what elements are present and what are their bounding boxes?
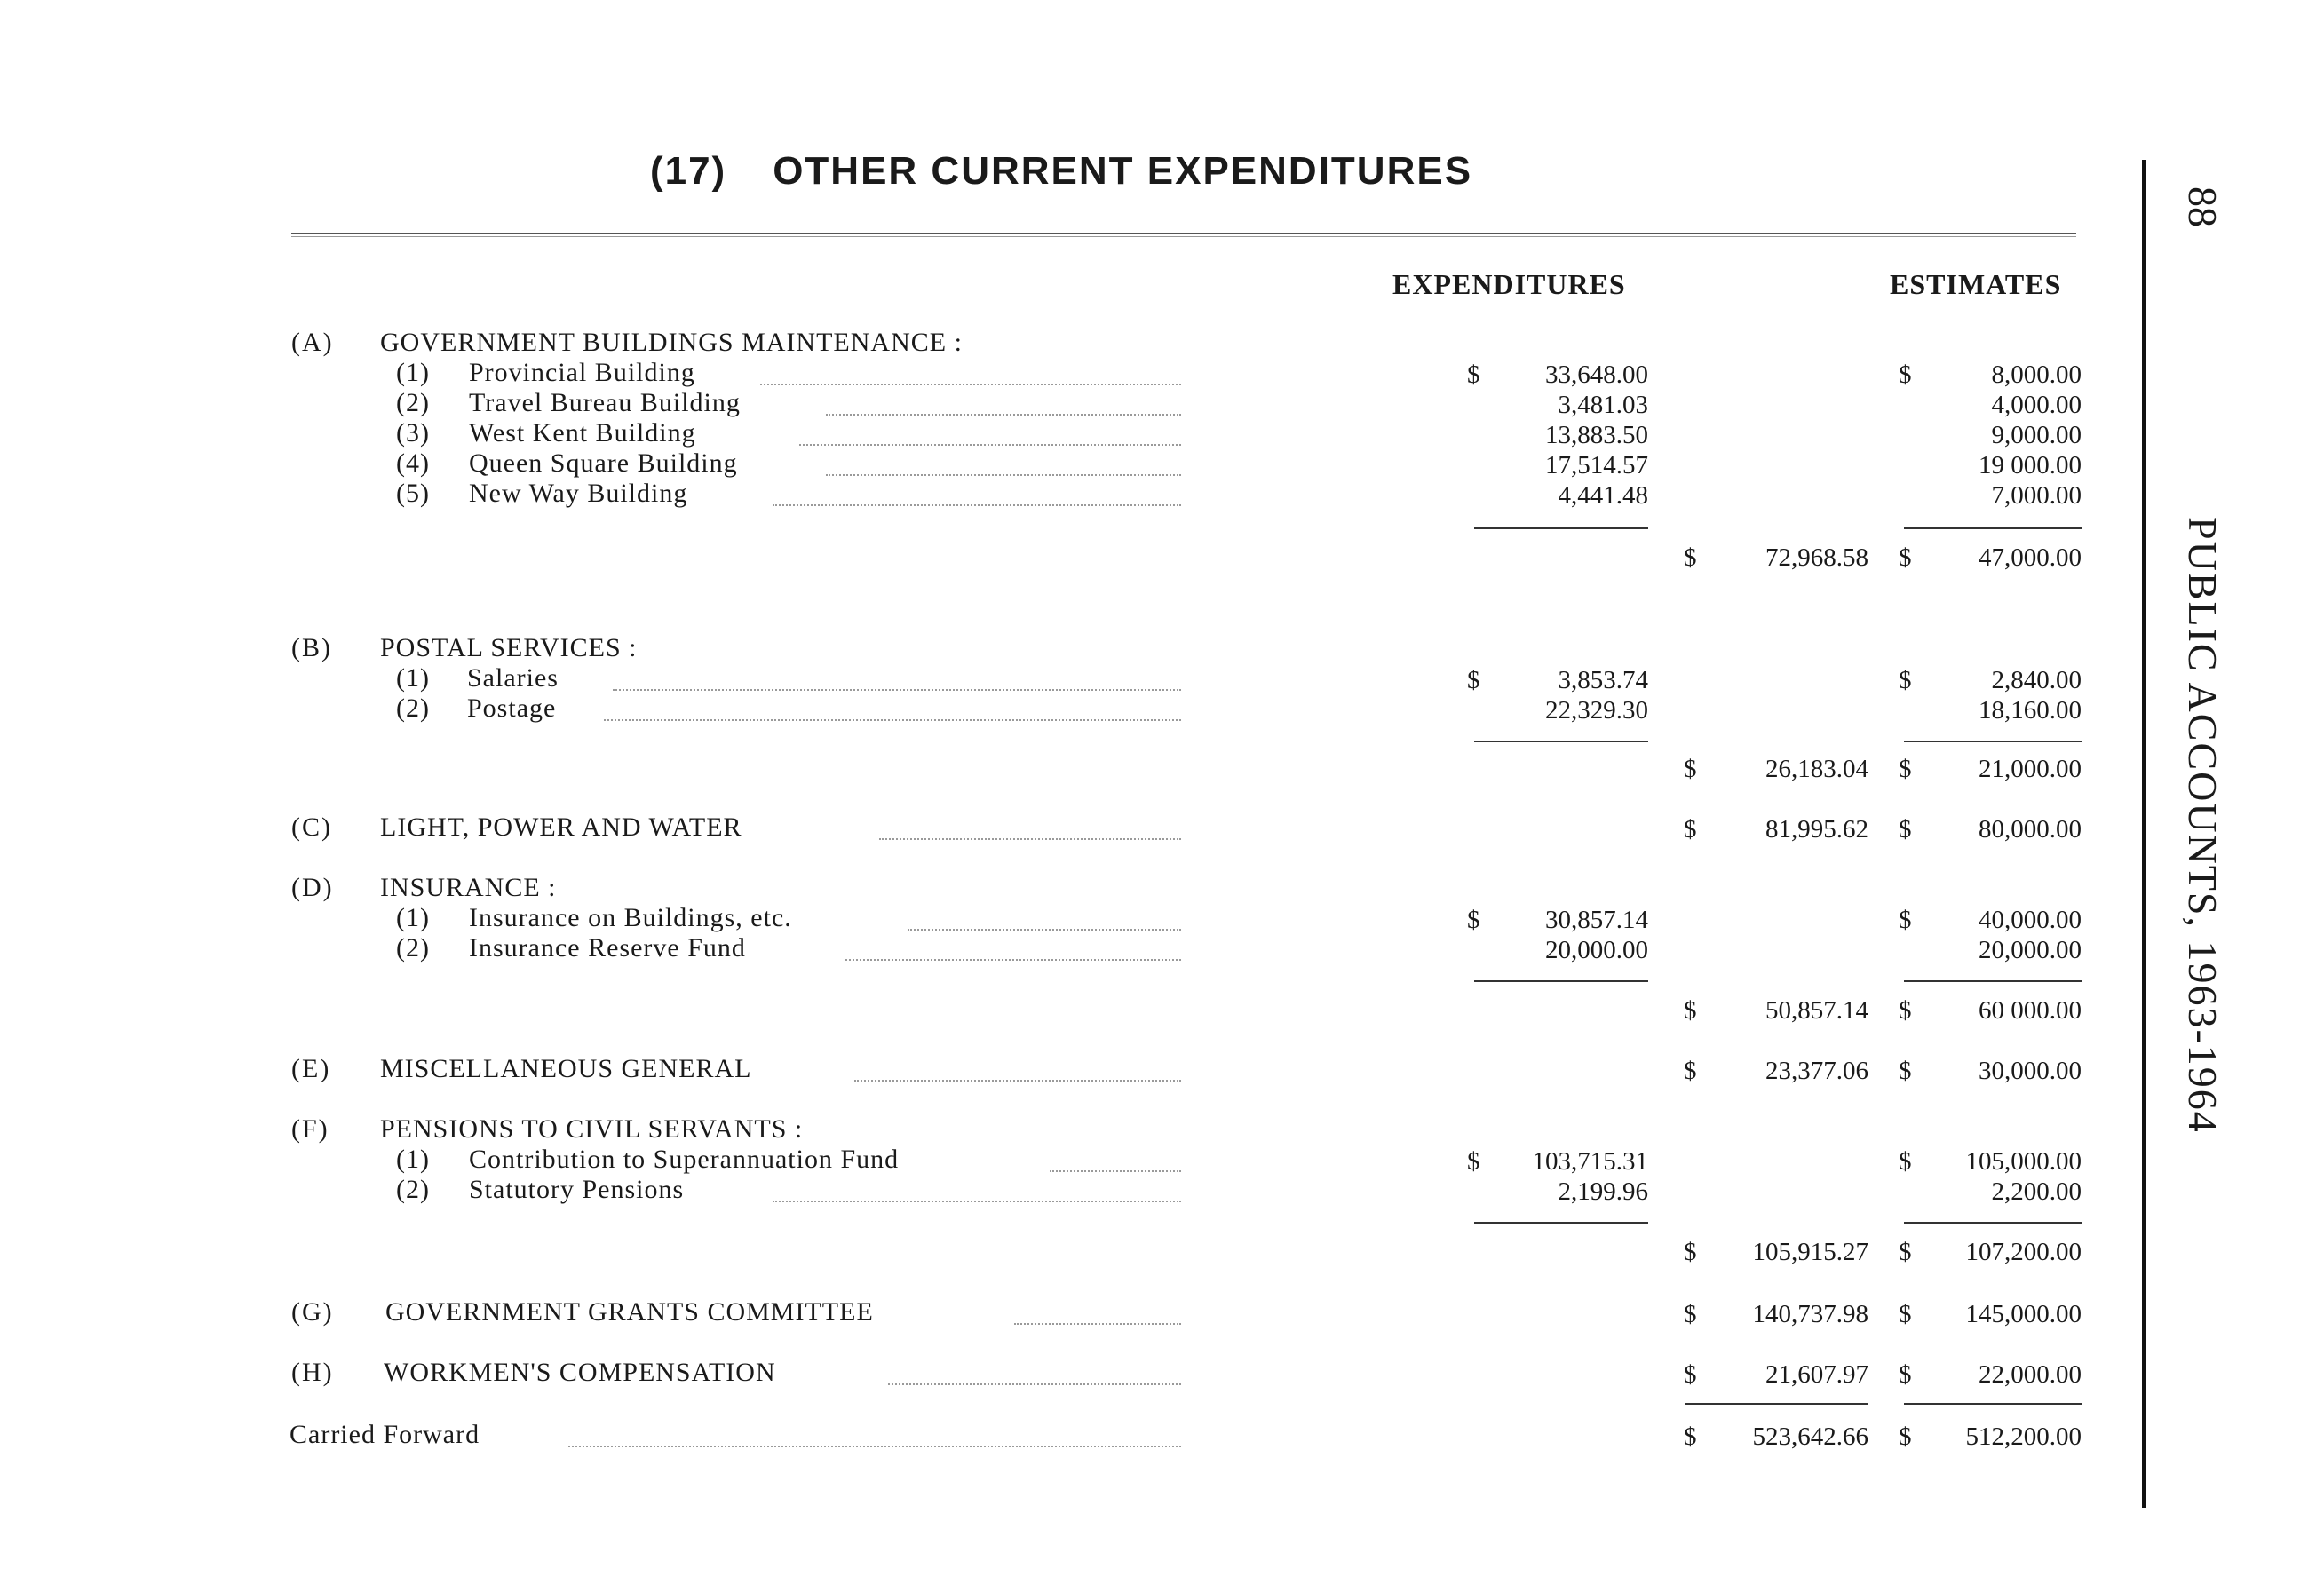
dot-leader	[908, 929, 1181, 931]
total-expenditure: 81,995.62	[1765, 815, 1868, 844]
item-label: Queen Square Building	[469, 448, 738, 478]
item-number: (2)	[396, 388, 430, 417]
running-title: PUBLIC ACCOUNTS, 1963-1964	[2180, 517, 2225, 1134]
estimate-amount: 20,000.00	[1979, 936, 2082, 964]
section-letter: (A)	[291, 328, 334, 357]
item-label: West Kent Building	[469, 418, 696, 448]
item-number: (3)	[396, 418, 430, 448]
total-expenditure: 21,607.97	[1765, 1360, 1868, 1389]
section-heading: PENSIONS TO CIVIL SERVANTS :	[380, 1114, 804, 1144]
dollar-sign: $	[1467, 1147, 1480, 1176]
subtotal-rule	[1474, 527, 1648, 529]
estimate-amount: 8,000.00	[1991, 361, 2082, 389]
subtotal-rule	[1904, 980, 2082, 982]
total-rule	[1685, 1403, 1868, 1405]
section-number: (17)	[649, 149, 727, 193]
estimate-amount: 18,160.00	[1979, 696, 2082, 725]
dot-leader	[773, 504, 1181, 506]
section-title: OTHER CURRENT EXPENDITURES	[773, 149, 1473, 193]
item-label: Salaries	[467, 663, 559, 693]
dollar-sign: $	[1684, 1300, 1697, 1328]
section-letter: (B)	[291, 633, 332, 662]
item-number: (2)	[396, 693, 430, 723]
dot-leader	[826, 474, 1181, 476]
dollar-sign: $	[1899, 1422, 1912, 1451]
total-estimate: 80,000.00	[1979, 815, 2082, 844]
item-number: (5)	[396, 479, 430, 508]
dot-leader	[799, 444, 1181, 446]
item-label: Insurance Reserve Fund	[469, 933, 746, 963]
total-estimate: 60 000.00	[1979, 996, 2082, 1025]
subtotal-rule	[1474, 741, 1648, 742]
dollar-sign: $	[1684, 1360, 1697, 1389]
subtotal-rule	[1474, 1222, 1648, 1224]
total-estimate: 145,000.00	[1965, 1300, 2082, 1328]
title-rule	[291, 233, 2076, 234]
section-heading: LIGHT, POWER AND WATER	[380, 812, 742, 842]
title-rule-thin	[291, 236, 2076, 237]
dollar-sign: $	[1467, 666, 1480, 694]
item-label: Statutory Pensions	[469, 1175, 685, 1204]
section-heading: GOVERNMENT BUILDINGS MAINTENANCE :	[380, 328, 963, 357]
dot-leader	[845, 959, 1181, 961]
estimate-amount: 105,000.00	[1965, 1147, 2082, 1176]
page-title	[0, 149, 2122, 194]
dot-leader	[568, 1446, 1181, 1447]
dollar-sign: $	[1899, 666, 1912, 694]
estimate-amount: 4,000.00	[1991, 391, 2082, 419]
dot-leader	[888, 1383, 1181, 1385]
section-letter: (C)	[291, 812, 332, 842]
dot-leader	[773, 1201, 1181, 1202]
section-heading: WORKMEN'S COMPENSATION	[384, 1358, 776, 1387]
dollar-sign: $	[1899, 1238, 1912, 1266]
total-expenditure: 72,968.58	[1765, 543, 1868, 572]
dot-leader	[826, 414, 1181, 416]
total-expenditure: 26,183.04	[1765, 755, 1868, 783]
expenditure-amount: 3,481.03	[1558, 391, 1648, 419]
section-letter: (D)	[291, 873, 334, 902]
total-expenditure: 23,377.06	[1765, 1057, 1868, 1085]
total-expenditure: 50,857.14	[1765, 996, 1868, 1025]
page-number: 88	[2180, 186, 2225, 227]
dollar-sign: $	[1467, 361, 1480, 389]
subtotal-rule	[1904, 1222, 2082, 1224]
item-label: Contribution to Superannuation Fund	[469, 1145, 900, 1174]
item-label: Insurance on Buildings, etc.	[469, 903, 792, 932]
dollar-sign: $	[1684, 543, 1697, 572]
dollar-sign: $	[1467, 906, 1480, 934]
dollar-sign: $	[1684, 996, 1697, 1025]
dollar-sign: $	[1899, 996, 1912, 1025]
dollar-sign: $	[1899, 755, 1912, 783]
dollar-sign: $	[1684, 1238, 1697, 1266]
subtotal-rule	[1904, 741, 2082, 742]
margin-rule	[2142, 160, 2146, 1508]
section-letter: (G)	[291, 1297, 334, 1327]
subtotal-rule	[1904, 527, 2082, 529]
estimate-amount: 19 000.00	[1979, 451, 2082, 479]
item-number: (4)	[396, 448, 430, 478]
section-letter: (E)	[291, 1054, 331, 1083]
item-label: Provincial Building	[469, 358, 695, 387]
expenditure-amount: 2,199.96	[1558, 1177, 1648, 1206]
expenditure-amount: 33,648.00	[1545, 361, 1648, 389]
dollar-sign: $	[1684, 815, 1697, 844]
expenditure-amount: 30,857.14	[1545, 906, 1648, 934]
item-number: (1)	[396, 1145, 430, 1174]
dollar-sign: $	[1899, 543, 1912, 572]
dot-leader	[760, 384, 1181, 385]
item-number: (2)	[396, 933, 430, 963]
section-heading: GOVERNMENT GRANTS COMMITTEE	[385, 1297, 874, 1327]
expenditure-amount: 4,441.48	[1558, 481, 1648, 510]
dollar-sign: $	[1899, 815, 1912, 844]
section-heading: MISCELLANEOUS GENERAL	[380, 1054, 752, 1083]
estimate-amount: 9,000.00	[1991, 421, 2082, 449]
carried-forward-expenditure: 523,642.66	[1752, 1422, 1868, 1451]
total-rule	[1904, 1403, 2082, 1405]
dollar-sign: $	[1899, 361, 1912, 389]
total-expenditure: 140,737.98	[1752, 1300, 1868, 1328]
dot-leader	[1050, 1170, 1181, 1172]
expenditure-amount: 17,514.57	[1545, 451, 1648, 479]
dot-leader	[854, 1080, 1181, 1082]
dollar-sign: $	[1899, 1057, 1912, 1085]
estimate-amount: 2,840.00	[1991, 666, 2082, 694]
expenditure-amount: 3,853.74	[1558, 666, 1648, 694]
item-number: (1)	[396, 358, 430, 387]
estimate-amount: 40,000.00	[1979, 906, 2082, 934]
dollar-sign: $	[1684, 755, 1697, 783]
section-letter: (F)	[291, 1114, 329, 1144]
total-estimate: 22,000.00	[1979, 1360, 2082, 1389]
estimate-amount: 7,000.00	[1991, 481, 2082, 510]
total-expenditure: 105,915.27	[1752, 1238, 1868, 1266]
dot-leader	[604, 719, 1181, 721]
dot-leader	[613, 689, 1181, 691]
estimate-amount: 2,200.00	[1991, 1177, 2082, 1206]
item-label: Postage	[467, 693, 557, 723]
total-estimate: 30,000.00	[1979, 1057, 2082, 1085]
item-number: (2)	[396, 1175, 430, 1204]
carried-forward-label: Carried Forward	[290, 1420, 480, 1449]
expenditure-amount: 103,715.31	[1532, 1147, 1648, 1176]
section-letter: (H)	[291, 1358, 334, 1387]
section-heading: INSURANCE :	[380, 873, 557, 902]
dot-leader	[1014, 1323, 1181, 1325]
carried-forward-estimate: 512,200.00	[1965, 1422, 2082, 1451]
column-header-expenditures: EXPENDITURES	[1392, 268, 1626, 300]
total-estimate: 107,200.00	[1965, 1238, 2082, 1266]
total-estimate: 47,000.00	[1979, 543, 2082, 572]
dollar-sign: $	[1684, 1422, 1697, 1451]
item-number: (1)	[396, 663, 430, 693]
expenditure-amount: 22,329.30	[1545, 696, 1648, 725]
dollar-sign: $	[1899, 906, 1912, 934]
expenditure-amount: 13,883.50	[1545, 421, 1648, 449]
dollar-sign: $	[1899, 1147, 1912, 1176]
dot-leader	[879, 838, 1181, 840]
subtotal-rule	[1474, 980, 1648, 982]
item-label: New Way Building	[469, 479, 688, 508]
dollar-sign: $	[1684, 1057, 1697, 1085]
item-label: Travel Bureau Building	[469, 388, 741, 417]
dollar-sign: $	[1899, 1360, 1912, 1389]
expenditure-amount: 20,000.00	[1545, 936, 1648, 964]
item-number: (1)	[396, 903, 430, 932]
column-header-estimates: ESTIMATES	[1890, 268, 2062, 300]
total-estimate: 21,000.00	[1979, 755, 2082, 783]
section-heading: POSTAL SERVICES :	[380, 633, 638, 662]
dollar-sign: $	[1899, 1300, 1912, 1328]
